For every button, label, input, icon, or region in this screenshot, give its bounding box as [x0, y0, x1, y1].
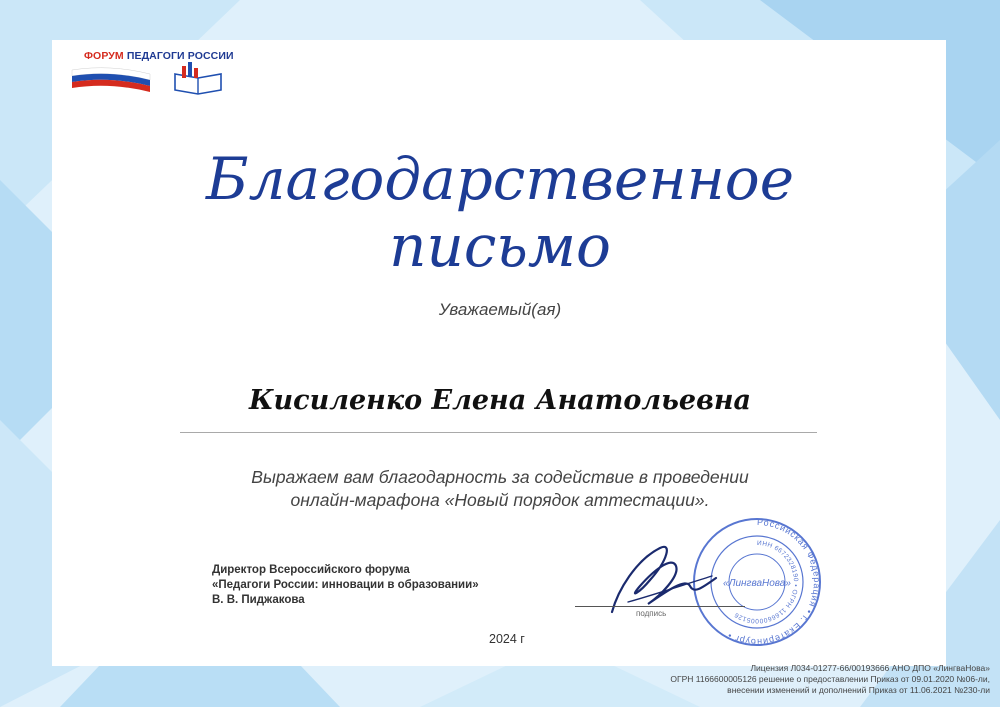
content-frame: [52, 40, 946, 666]
greeting: Уважаемый(ая): [438, 300, 562, 319]
stamp-center-text: «ЛингваНова»: [723, 578, 791, 589]
logo-text-blue: ПЕДАГОГИ РОССИИ: [126, 50, 234, 62]
stamp-outer-text: Российская Федерация • г. Екатеринбург •: [725, 516, 823, 648]
director-name: В. В. Пиджакова: [212, 594, 305, 606]
title-line-2: письмо: [389, 212, 611, 280]
body-text: [0, 466, 1000, 512]
body-line-1: Выражаем вам благодарность за содействие в проведении: [251, 467, 749, 487]
director-block: [212, 563, 479, 608]
stamp-inner-text: ИНН 6672328190 • ОГРН 1166600005126: [733, 539, 799, 625]
director-line-2: «Педагоги России: инновации в образовании»: [212, 579, 479, 591]
license-line-1: Лицензия Л034-01277-66/00193666 АНО ДПО «ЛингваНова»: [750, 663, 990, 673]
license-line-2: ОГРН 1166600005126 решение о предоставлении Приказ от 09.01.2020 №06-ли,: [670, 674, 990, 684]
logo-text: [84, 50, 234, 62]
director-line-1: Директор Всероссийского форума: [212, 564, 410, 576]
recipient-underline: [180, 432, 817, 433]
license-block: [670, 663, 990, 696]
title-line-1: Благодарственное: [205, 145, 795, 213]
signature-label: подпись: [636, 609, 667, 618]
year: 2024 г: [489, 632, 525, 646]
signature-line: [575, 606, 745, 607]
license-line-3: внесении изменений и дополнений Приказ от 11.06.2021 №230-ли: [727, 685, 990, 695]
logo-text-red: ФОРУМ: [84, 50, 124, 62]
body-line-2: онлайн-марафона «Новый порядок аттестации».: [290, 490, 710, 510]
recipient-name: Кисиленко Елена Анатольевна: [248, 385, 752, 416]
